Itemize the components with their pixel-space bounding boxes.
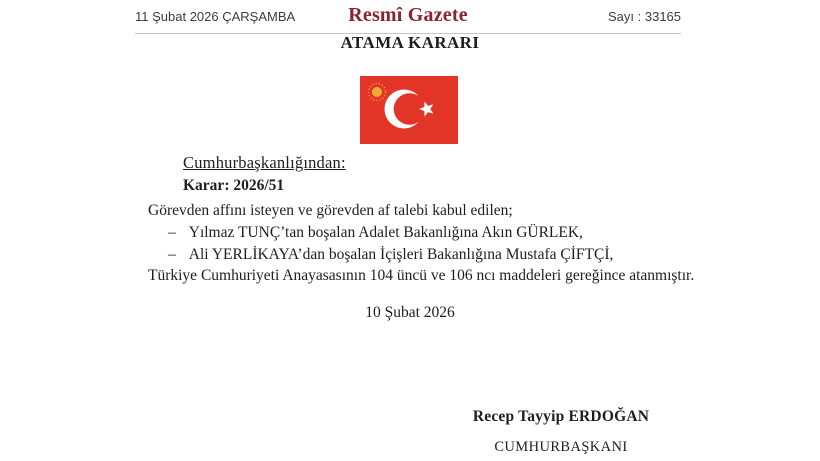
- gazette-masthead-title: Resmî Gazete: [348, 4, 468, 26]
- signatory-name: Recep Tayyip ERDOĞAN: [472, 408, 650, 425]
- list-dash: –: [168, 224, 176, 241]
- signature-block: [461, 408, 661, 456]
- issuing-authority: Cumhurbaşkanlığından:: [183, 153, 346, 172]
- appointment-item: [168, 224, 583, 242]
- decree-closing: Türkiye Cumhuriyeti Anayasasının 104 üncü ve 106 ncı maddeleri gereğince atanmıştır.: [148, 267, 695, 284]
- list-dash: –: [168, 246, 176, 263]
- sun-emblem: [372, 87, 382, 97]
- appointment-text: Ali YERLİKAYA’dan boşalan İçişleri Bakanlığına Mustafa ÇİFTÇİ,: [188, 246, 614, 263]
- turkish-presidential-flag-image: [360, 76, 458, 144]
- appointment-text: Yılmaz TUNÇ’tan boşalan Adalet Bakanlığına Akın GÜRLEK,: [188, 224, 583, 241]
- decree-date: 10 Şubat 2026: [365, 304, 455, 321]
- decision-number: Karar: 2026/51: [183, 177, 285, 194]
- gazette-header: [135, 4, 681, 34]
- decree-heading: ATAMA KARARI: [340, 33, 480, 52]
- gazette-date: 11 Şubat 2026 ÇARŞAMBA: [135, 9, 296, 24]
- gazette-issue-number: Sayı : 33165: [608, 9, 682, 24]
- signatory-title: CUMHURBAŞKANI: [494, 439, 628, 455]
- appointment-item: [168, 246, 613, 264]
- flag-graphic: [360, 76, 458, 144]
- decree-intro: Görevden affını isteyen ve görevden af talebi kabul edilen;: [148, 202, 513, 219]
